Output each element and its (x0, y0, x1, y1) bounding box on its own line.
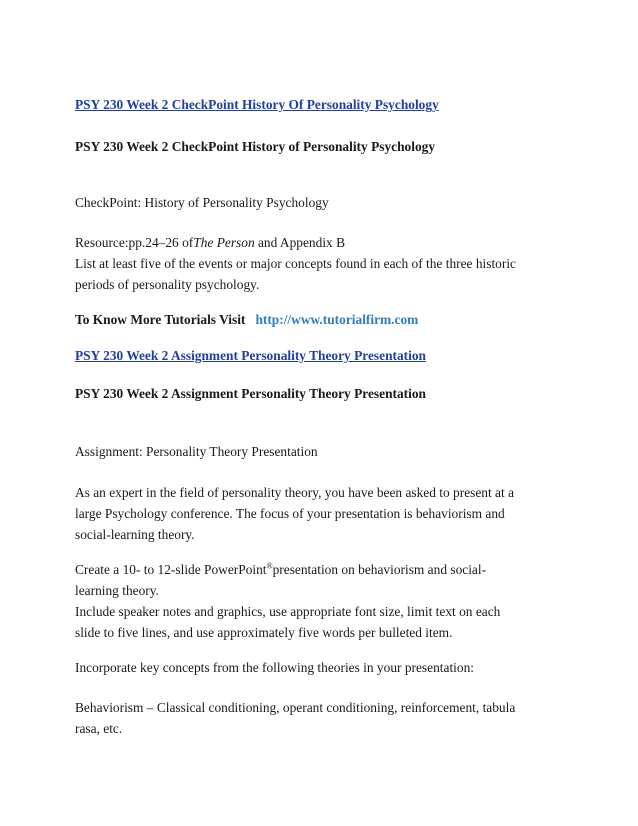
promo-line: To Know More Tutorials Visit http://www.tutorialfirm.com (75, 312, 419, 327)
tutorial-url-link[interactable]: http://www.tutorialfirm.com (255, 312, 419, 327)
para2-line-1: Create a 10- to 12-slide PowerPoint®presentation on behaviorism and social- (75, 561, 487, 577)
para3: Incorporate key concepts from the following theories in your presentation: (75, 660, 474, 675)
checkpoint-heading: PSY 230 Week 2 CheckPoint History of Personality Psychology (75, 139, 436, 154)
checkpoint-title-link[interactable]: PSY 230 Week 2 CheckPoint History Of Personality Psychology (75, 97, 439, 112)
para1-line-1: As an expert in the field of personality theory, you have been asked to present at a (75, 485, 515, 500)
para2-line-3: Include speaker notes and graphics, use appropriate font size, limit text on each (75, 604, 501, 619)
para4-line-2: rasa, etc. (75, 721, 123, 736)
instruction-line-2: periods of personality psychology. (75, 277, 260, 292)
para4-line-1: Behaviorism – Classical conditioning, operant conditioning, reinforcement, tabula (75, 700, 516, 715)
para2-line-2: learning theory. (75, 583, 159, 598)
instruction-line-1: List at least five of the events or major concepts found in each of the three historic (75, 256, 516, 271)
assignment-label: Assignment: Personality Theory Presentation (75, 444, 318, 459)
assignment-title-link[interactable]: PSY 230 Week 2 Assignment Personality Theory Presentation (75, 348, 427, 363)
assignment-heading: PSY 230 Week 2 Assignment Personality Theory Presentation (75, 386, 427, 401)
resource-line: Resource:pp.24–26 ofThe Person and Appendix B (75, 235, 346, 250)
para2-line-4: slide to five lines, and use approximately five words per bulleted item. (75, 625, 453, 640)
para1-line-3: social-learning theory. (75, 527, 195, 542)
para1-line-2: large Psychology conference. The focus of your presentation is behaviorism and (75, 506, 505, 521)
checkpoint-label: CheckPoint: History of Personality Psychology (75, 195, 329, 210)
